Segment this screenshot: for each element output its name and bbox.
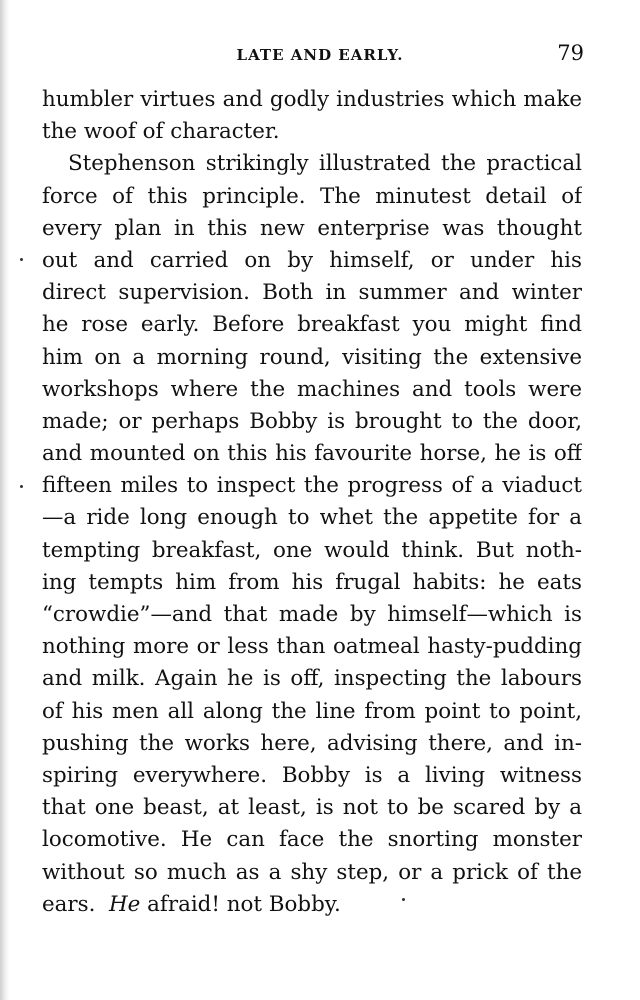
final-line-italic: He bbox=[109, 891, 141, 917]
text-line: without so much as a shy step, or a prick of the bbox=[42, 859, 582, 885]
page-left-edge bbox=[0, 0, 10, 1000]
text-line: direct supervision. Both in summer and winter bbox=[42, 280, 582, 306]
text-line: —a ride long enough to whet the appetite for a bbox=[42, 505, 582, 531]
text-line: of his men all along the line from point to point, bbox=[42, 698, 582, 724]
text-line: “crowdie”—and that made by himself—which is bbox=[42, 602, 582, 627]
print-speck bbox=[20, 258, 23, 261]
text-line: locomotive. He can face the snorting monster bbox=[42, 827, 582, 853]
text-line: he rose early. Before breakfast you might find bbox=[42, 312, 582, 338]
final-line-end: afraid! not Bobby. bbox=[147, 891, 341, 917]
final-line-start: ears. bbox=[42, 891, 96, 917]
text-line: tempting breakfast, one would think. But noth- bbox=[42, 537, 582, 563]
body-text bbox=[42, 84, 582, 921]
text-line: workshops where the machines and tools were bbox=[42, 376, 582, 402]
text-line: force of this principle. The minutest detail of bbox=[42, 183, 582, 209]
text-line: made; or perhaps Bobby is brought to the door, bbox=[42, 408, 582, 434]
text-line: and milk. Again he is off, inspecting the labours bbox=[42, 666, 582, 692]
text-line: that one beast, at least, is not to be scared by a bbox=[42, 795, 582, 821]
text-line: Stephenson strikingly illustrated the practical bbox=[68, 151, 582, 177]
print-speck bbox=[402, 898, 405, 901]
text-line: the woof of character. bbox=[42, 119, 280, 145]
running-title: LATE AND EARLY. bbox=[236, 46, 404, 64]
page-number: 79 bbox=[557, 41, 584, 65]
text-line: ing tempts him from his frugal habits: he eats bbox=[42, 569, 582, 595]
text-line: him on a morning round, visiting the extensive bbox=[42, 344, 582, 370]
text-line: every plan in this new enterprise was thought bbox=[42, 215, 582, 241]
text-line: nothing more or less than oatmeal hasty-pudding bbox=[42, 634, 582, 660]
text-line: fifteen miles to inspect the progress of a viaduct bbox=[42, 473, 582, 499]
text-line: spiring everywhere. Bobby is a living witness bbox=[42, 762, 582, 788]
text-line: and mounted on this his favourite horse, he is off bbox=[42, 441, 582, 467]
final-text-line bbox=[42, 889, 582, 921]
print-speck bbox=[20, 485, 23, 488]
text-line: pushing the works here, advising there, and in- bbox=[42, 730, 582, 756]
text-line: out and carried on by himself, or under his bbox=[42, 247, 582, 273]
text-line: humbler virtues and godly industries which make bbox=[42, 87, 582, 112]
